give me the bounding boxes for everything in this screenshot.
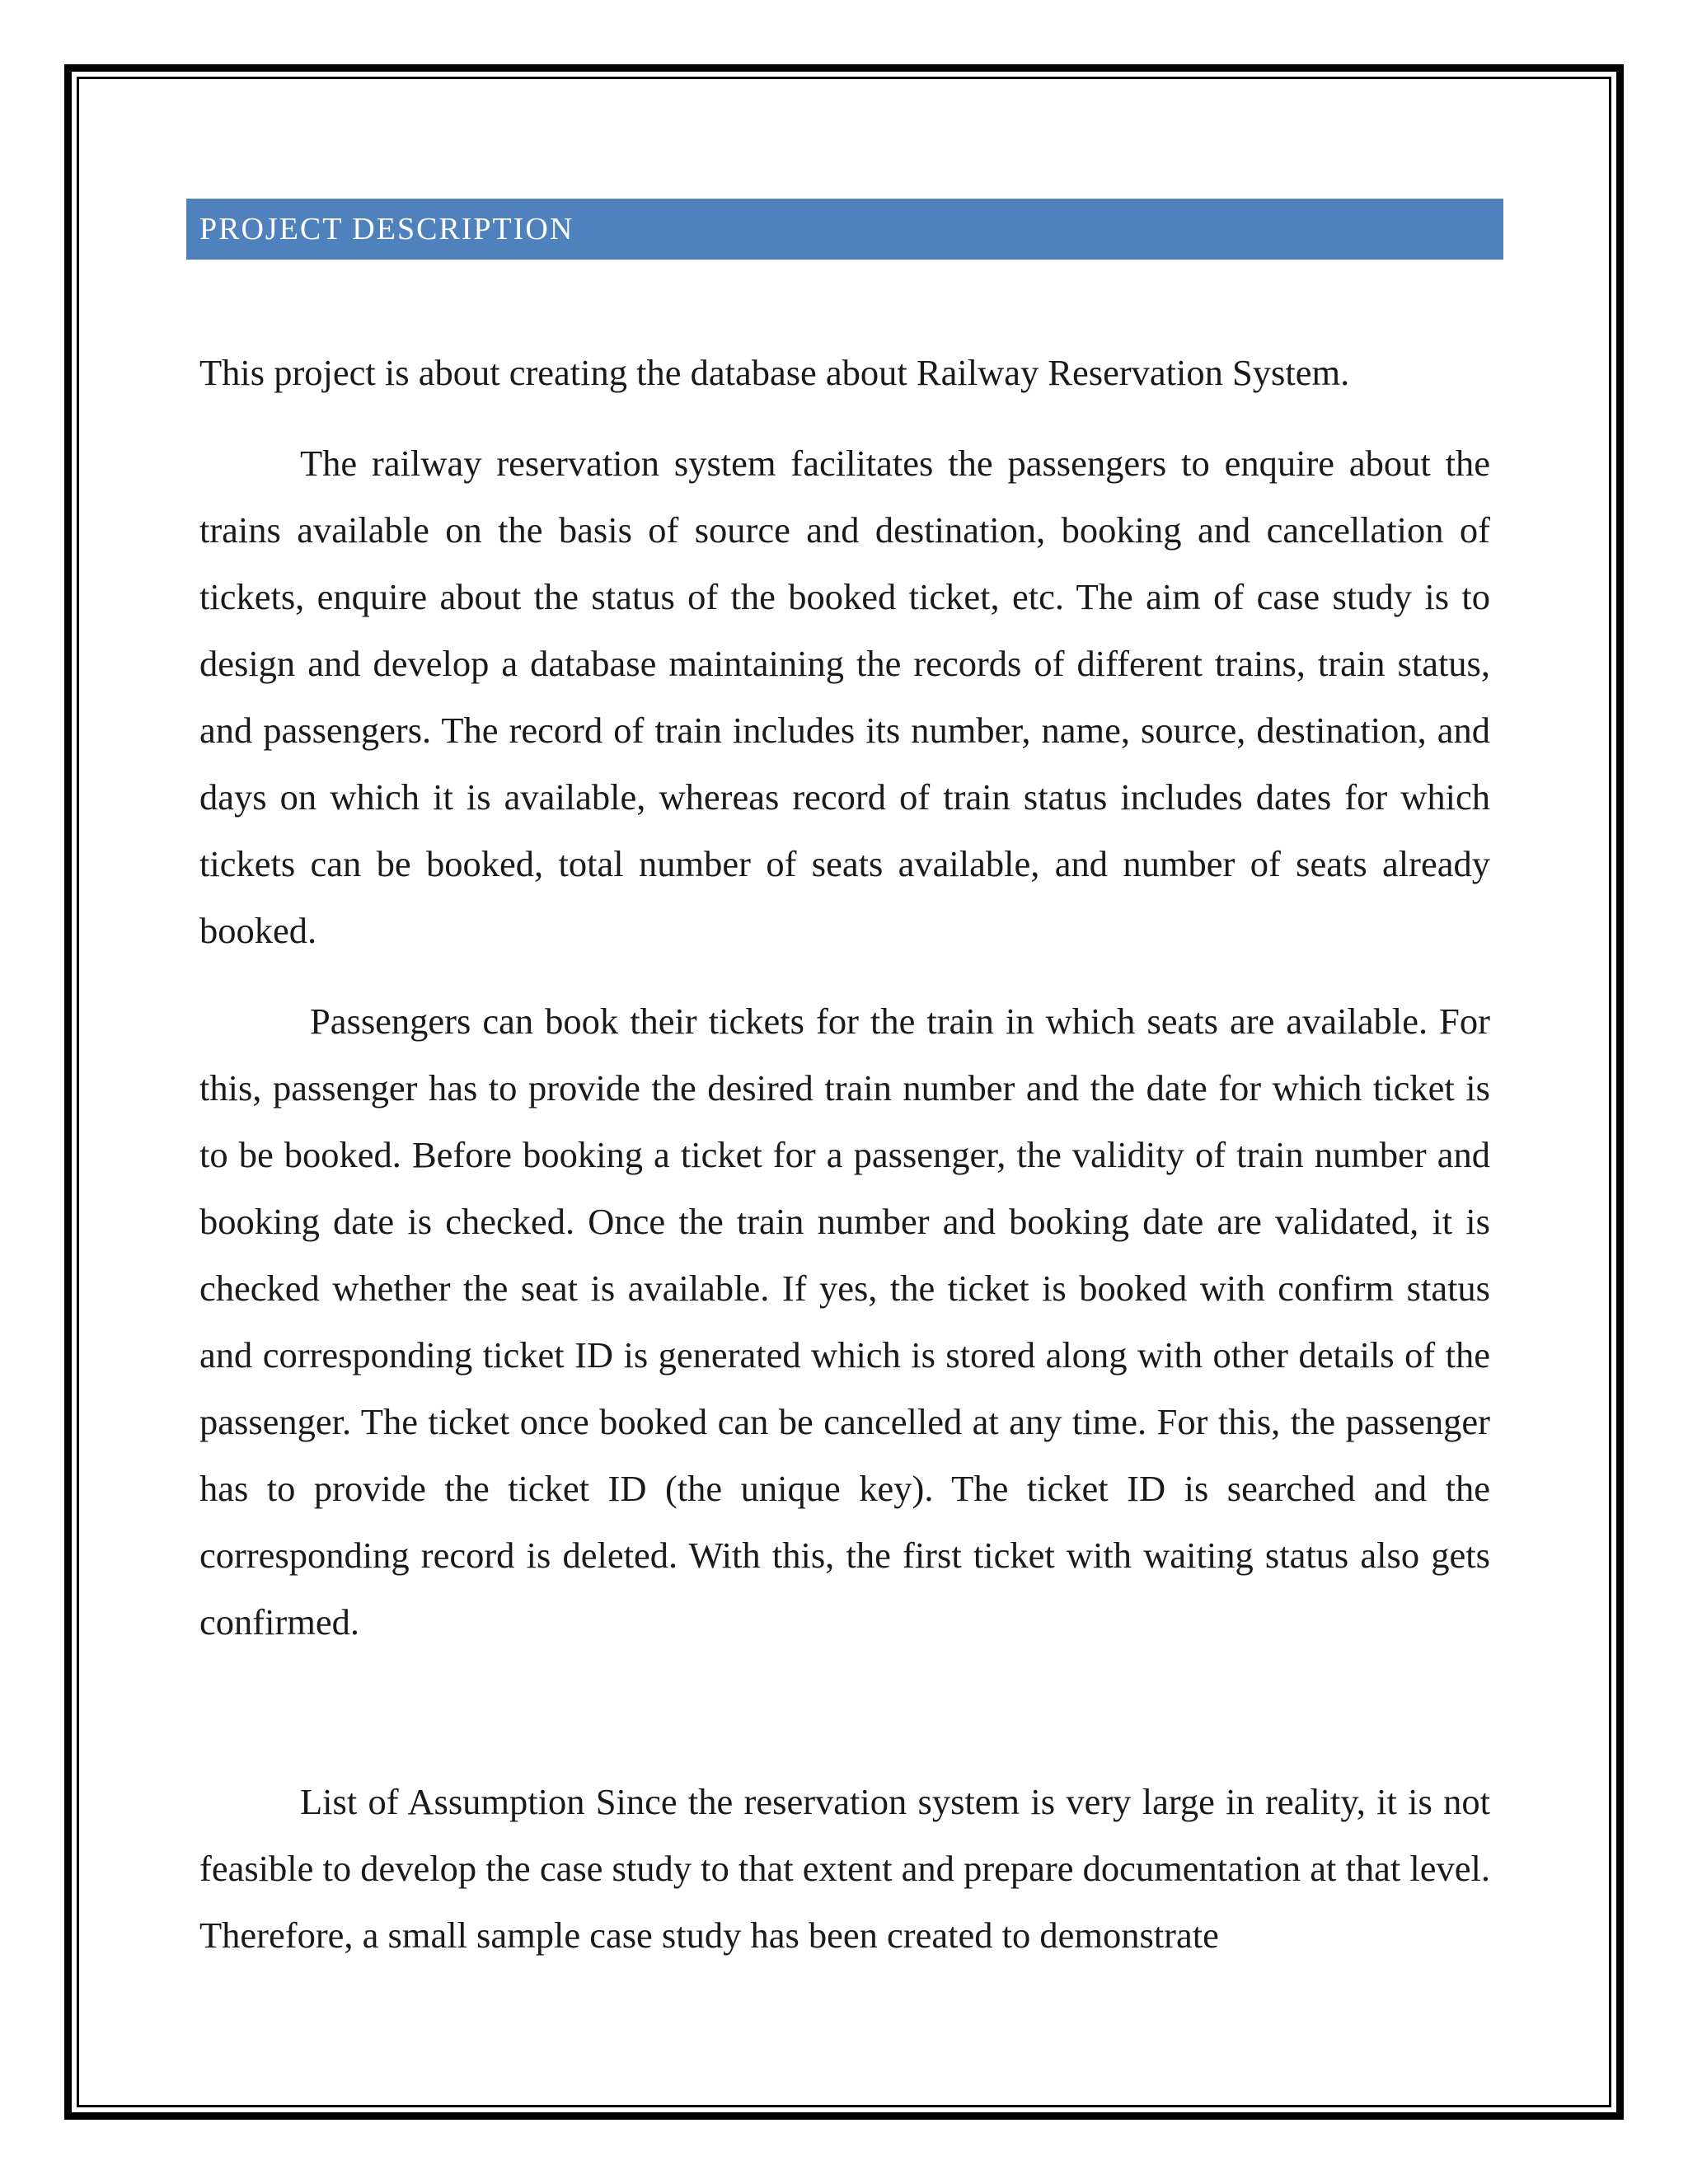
section-title: PROJECT DESCRIPTION: [199, 212, 574, 246]
paragraph-overview: The railway reservation system facilitates the passengers to enquire about the trains available on the basis of source and destination, booking and cancellation of tickets, enquire about the status of the booked ticket, etc. The aim of case study is to design and develop a database maintaining the records of different trains, train status, and passengers. The record of train includes its number, name, source, destination, and days on which it is available, whereas record of train status includes dates for which tickets can be booked, total number of seats available, and number of seats already booked.: [199, 443, 1490, 951]
paragraph-intro: This project is about creating the database about Railway Reservation System.: [199, 352, 1350, 393]
paragraph-assumptions: List of Assumption Since the reservation system is very large in reality, it is not feasible to develop the case study to that extent and prepare documentation at that level. Therefore, a small sample case study has been created to demonstrate: [199, 1781, 1490, 1956]
document-body: [199, 340, 1490, 1969]
section-header-bar: [186, 199, 1503, 260]
paragraph-booking: Passengers can book their tickets for the train in which seats are available. For this, passenger has to provide the desired train number and the date for which ticket is to be booked. Before booking a ticket for a passenger, the validity of train number and booking date is checked. Once the train number and booking date are validated, it is checked whether the seat is available. If yes, the ticket is booked with confirm status and corresponding ticket ID is generated which is stored along with other details of the passenger. The ticket once booked can be cancelled at any time. For this, the passenger has to provide the ticket ID (the unique key). The ticket ID is searched and the corresponding record is deleted. With this, the first ticket with waiting status also gets confirmed.: [199, 1001, 1490, 1643]
